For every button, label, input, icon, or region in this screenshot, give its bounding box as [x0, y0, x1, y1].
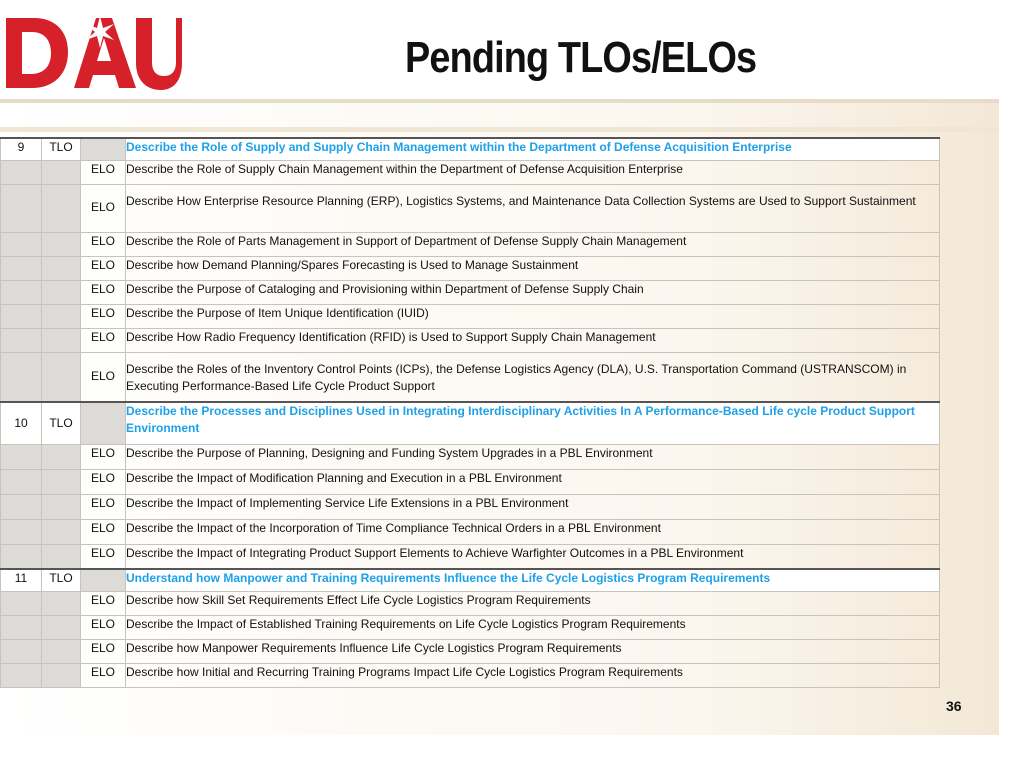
elo-type: ELO [81, 280, 126, 304]
elo-blank-type [42, 232, 81, 256]
elo-blank-type [42, 469, 81, 494]
elo-row [1, 304, 940, 328]
elo-row [1, 232, 940, 256]
elo-blank-number [1, 184, 42, 232]
tlo-description: Describe the Role of Supply and Supply Chain Management within the Department of Defense Acquisition Enterprise [126, 138, 940, 160]
elo-row [1, 639, 940, 663]
page-number: 36 [946, 698, 962, 714]
elo-description: Describe the Purpose of Item Unique Identification (IUID) [126, 304, 940, 328]
elo-description: Describe the Roles of the Inventory Control Points (ICPs), the Defense Logistics Agency (DLA), U.S. Transportation Command (USTRANSCOM) in Executing Performance-Based Life Cycle Product Support [126, 352, 940, 402]
elo-type: ELO [81, 469, 126, 494]
elo-row [1, 519, 940, 544]
elo-description: Describe the Impact of Integrating Product Support Elements to Achieve Warfighter Outcomes in a PBL Environment [126, 544, 940, 569]
tlo-type: TLO [42, 138, 81, 160]
band-rule-secondary [0, 127, 1000, 132]
elo-type: ELO [81, 256, 126, 280]
elo-description: Describe the Role of Parts Management in Support of Department of Defense Supply Chain Management [126, 232, 940, 256]
elo-row [1, 591, 940, 615]
elo-description: Describe How Enterprise Resource Planning (ERP), Logistics Systems, and Maintenance Data Collection Systems are Used to Support Sustainment [126, 184, 940, 232]
elo-blank-number [1, 639, 42, 663]
tlo-elo-table [0, 137, 940, 688]
elo-row [1, 544, 940, 569]
tlo-blank-cell [81, 138, 126, 160]
elo-blank-type [42, 544, 81, 569]
logo-text: DAU [4, 14, 7, 15]
elo-blank-type [42, 663, 81, 687]
elo-row [1, 663, 940, 687]
elo-description: Describe how Initial and Recurring Training Programs Impact Life Cycle Logistics Program Requirements [126, 663, 940, 687]
elo-description: Describe how Demand Planning/Spares Forecasting is Used to Manage Sustainment [126, 256, 940, 280]
elo-type: ELO [81, 232, 126, 256]
elo-description: Describe the Role of Supply Chain Management within the Department of Defense Acquisition Enterprise [126, 160, 940, 184]
elo-blank-type [42, 280, 81, 304]
elo-blank-number [1, 615, 42, 639]
elo-type: ELO [81, 544, 126, 569]
elo-blank-number [1, 544, 42, 569]
elo-blank-number [1, 519, 42, 544]
elo-blank-type [42, 639, 81, 663]
elo-blank-type [42, 494, 81, 519]
right-margin [999, 99, 1024, 735]
elo-blank-type [42, 184, 81, 232]
elo-blank-type [42, 591, 81, 615]
elo-row [1, 280, 940, 304]
elo-blank-number [1, 352, 42, 402]
elo-blank-type [42, 444, 81, 469]
elo-row [1, 444, 940, 469]
elo-description: Describe the Purpose of Planning, Designing and Funding System Upgrades in a PBL Environment [126, 444, 940, 469]
elo-blank-number [1, 328, 42, 352]
tlo-row [1, 138, 940, 160]
dau-logo [4, 14, 182, 92]
tlo-number: 9 [1, 138, 42, 160]
elo-type: ELO [81, 519, 126, 544]
tlo-blank-cell [81, 569, 126, 591]
tlo-description: Describe the Processes and Disciplines Used in Integrating Interdisciplinary Activities In A Performance-Based Life cycle Product Support Environment [126, 402, 940, 444]
elo-row [1, 184, 940, 232]
tlo-type: TLO [42, 402, 81, 444]
elo-blank-type [42, 328, 81, 352]
elo-type: ELO [81, 352, 126, 402]
elo-row [1, 352, 940, 402]
elo-blank-number [1, 494, 42, 519]
elo-blank-type [42, 352, 81, 402]
band-rule-top [0, 99, 1000, 103]
elo-row [1, 160, 940, 184]
elo-type: ELO [81, 494, 126, 519]
elo-type: ELO [81, 328, 126, 352]
tlo-number: 11 [1, 569, 42, 591]
elo-blank-type [42, 519, 81, 544]
elo-description: Describe the Impact of Established Training Requirements on Life Cycle Logistics Program Requirements [126, 615, 940, 639]
elo-type: ELO [81, 444, 126, 469]
elo-row [1, 469, 940, 494]
elo-description: Describe the Impact of the Incorporation of Time Compliance Technical Orders in a PBL Environment [126, 519, 940, 544]
elo-row [1, 256, 940, 280]
tlo-blank-cell [81, 402, 126, 444]
elo-blank-type [42, 256, 81, 280]
elo-blank-number [1, 280, 42, 304]
elo-blank-number [1, 304, 42, 328]
page-title: Pending TLOs/ELOs [405, 33, 757, 82]
elo-description: Describe the Impact of Implementing Service Life Extensions in a PBL Environment [126, 494, 940, 519]
elo-type: ELO [81, 663, 126, 687]
tlo-number: 10 [1, 402, 42, 444]
elo-type: ELO [81, 304, 126, 328]
elo-blank-number [1, 591, 42, 615]
elo-blank-number [1, 444, 42, 469]
elo-type: ELO [81, 639, 126, 663]
tlo-type: TLO [42, 569, 81, 591]
elo-blank-number [1, 469, 42, 494]
elo-blank-number [1, 232, 42, 256]
elo-type: ELO [81, 184, 126, 232]
elo-row [1, 328, 940, 352]
tlo-row [1, 569, 940, 591]
elo-blank-type [42, 160, 81, 184]
elo-blank-number [1, 160, 42, 184]
tlo-row [1, 402, 940, 444]
elo-description: Describe how Skill Set Requirements Effect Life Cycle Logistics Program Requirements [126, 591, 940, 615]
elo-description: Describe How Radio Frequency Identification (RFID) is Used to Support Supply Chain Management [126, 328, 940, 352]
elo-blank-type [42, 304, 81, 328]
elo-row [1, 615, 940, 639]
elo-description: Describe the Impact of Modification Planning and Execution in a PBL Environment [126, 469, 940, 494]
elo-blank-number [1, 256, 42, 280]
elo-blank-number [1, 663, 42, 687]
elo-description: Describe how Manpower Requirements Influence Life Cycle Logistics Program Requirements [126, 639, 940, 663]
elo-blank-type [42, 615, 81, 639]
elo-type: ELO [81, 591, 126, 615]
elo-description: Describe the Purpose of Cataloging and Provisioning within Department of Defense Supply Chain [126, 280, 940, 304]
elo-row [1, 494, 940, 519]
tlo-description: Understand how Manpower and Training Requirements Influence the Life Cycle Logistics Program Requirements [126, 569, 940, 591]
bottom-margin [0, 735, 1024, 768]
elo-type: ELO [81, 160, 126, 184]
elo-type: ELO [81, 615, 126, 639]
